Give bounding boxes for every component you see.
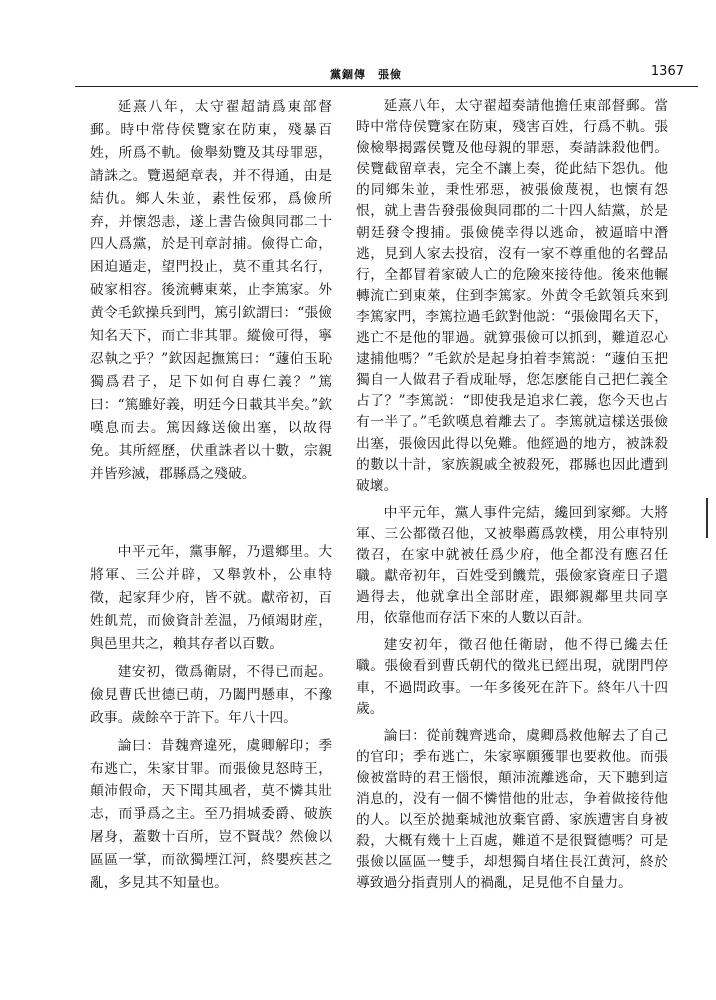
running-title: 黨錮傳 張儉 — [330, 68, 402, 81]
page-number: 1367 — [650, 64, 684, 79]
page-header — [60, 60, 710, 86]
translation-paragraph-1: 延熹八年，太守翟超奏請他擔任東部督郵。當時中常侍侯覽家在防東，殘害百姓，行爲不軌。張儉檢舉揭露侯覽及他母親的罪惡，奏請誅殺他們。侯覽截留章表，完全不讓上奏，從此結下怨仇。他的同鄉朱並，秉性邪惡，被張儉蔑視，也懷有怨恨，就上書告發張儉與同郡的二十四人結黨，於是朝廷發令搜捕。張儉僥幸得以逃命，被逼暗中潛逃，見到人家去投宿，沒有一家不尊重他的名聲品行，全都冒着家破人亡的危險來接待他。後來他輾轉流亡到東萊，住到李篤家。外黄令毛欽領兵來到李篤家門，李篤拉過毛欽對他説：“張儉聞名天下，逃亡不是他的罪過。就算張儉可以抓到，難道忍心逮捕他嗎？”毛欽於是起身拍着李篤説：“蘧伯玉把獨自一人做君子看成耻辱，您怎麽能自己把仁義全占了？”李篤説：“即使我是追求仁義，您今天也占有一半了。”毛欽嘆息着離去了。李篤就這樣送張儉出塞，張儉因此得以免難。他經過的地方，被誅殺的數以十計，家族親戚全被殺死，郡縣也因此遭到破壞。 — [356, 98, 668, 494]
classical-text-column — [90, 96, 332, 895]
margin-mark — [706, 498, 710, 538]
translation-paragraph-2: 中平元年，黨人事件完結，纔回到家鄉。大將軍、三公都徵召他，又被舉薦爲敦樸，用公車特别徵召，在家中就被任爲少府，他全都没有應召任職。獻帝初年，百姓受到饑荒，張儉家資産日子還過得去，他就拿出全部財産，跟鄉親鄰里共同享用，依靠他而存活下來的人數以百計。 — [356, 504, 668, 627]
translation-column — [356, 96, 668, 894]
header-rule — [75, 86, 698, 87]
classical-paragraph-4: 論曰：昔魏齊違死，虞卿解印；季布逃亡，朱家甘罪。而張儉見怒時王，顛沛假命，天下聞其風者，莫不憐其壯志，而爭爲之主。至乃捐城委爵、破族屠身，蓋數十百所，豈不賢哉？然儉以區區一掌，而欲獨堙江河，終嬰疾甚之亂，多見其不知量也。 — [90, 737, 332, 892]
classical-paragraph-2: 中平元年，黨事解，乃還鄉里。大將軍、三公并辟，又舉敦朴，公車特徵，起家拜少府，皆不就。獻帝初，百姓飢荒，而儉資計差温，乃傾竭財産，與邑里共之，賴其存者以百數。 — [90, 544, 332, 653]
paragraph-spacer — [90, 485, 332, 541]
translation-paragraph-4: 論曰：從前魏齊逃命，虞卿爲救他解去了自己的官印；季布逃亡，朱家寧願獲罪也要救他。而張儉被當時的君王惱恨，顛沛流離逃命，天下聽到這消息的，没有一個不憐惜他的壯志，争着做接待他的人。以至於拋棄城池放棄官爵、家族遭害自身被殺，大概有幾十上百處，難道不是很賢德嗎？可是張儉以區區一雙手，却想獨自堵住長江黄河，終於導致過分指責別人的禍亂，足見他不自量力。 — [356, 727, 668, 892]
classical-paragraph-3: 建安初，徵爲衛尉，不得已而起。儉見曹氏世德已萌，乃闔門懸車，不豫政事。歲餘卒于許下。年八十四。 — [90, 663, 332, 726]
translation-paragraph-3: 建安初年，徵召他任衛尉，他不得已纔去任職。張儉看到曹氏朝代的徵兆已經出現，就閉門停車，不過問政事。一年多後死在許下。終年八十四歲。 — [356, 637, 668, 717]
classical-paragraph-1: 延熹八年，太守翟超請爲東部督郵。時中常侍侯覽家在防東，殘暴百姓，所爲不軌。儉舉劾覽及其母罪惡，請誅之。覽遏絕章表，并不得通，由是結仇。鄉人朱並，素性佞邪，爲儉所弃，并懷怨恚，遂上書告儉與同郡二十四人爲黨，於是刊章討捕。儉得亡命，困迫遁走，望門投止，莫不重其名行，破家相容。後流轉東萊，止李篤家。外黄令毛欽操兵到門，篤引欽謂曰：“張儉知名天下，而亡非其罪。縱儉可得，寧忍執之乎？”欽因起撫篤曰：“蘧伯玉恥獨爲君子，足下如何自專仁義？”篤曰：“篤雖好義，明廷今日載其半矣。”欽嘆息而去。篤因緣送儉出塞，以故得免。其所經歷，伏重誅者以十數，宗親并皆殄滅，郡縣爲之殘破。 — [90, 99, 332, 482]
